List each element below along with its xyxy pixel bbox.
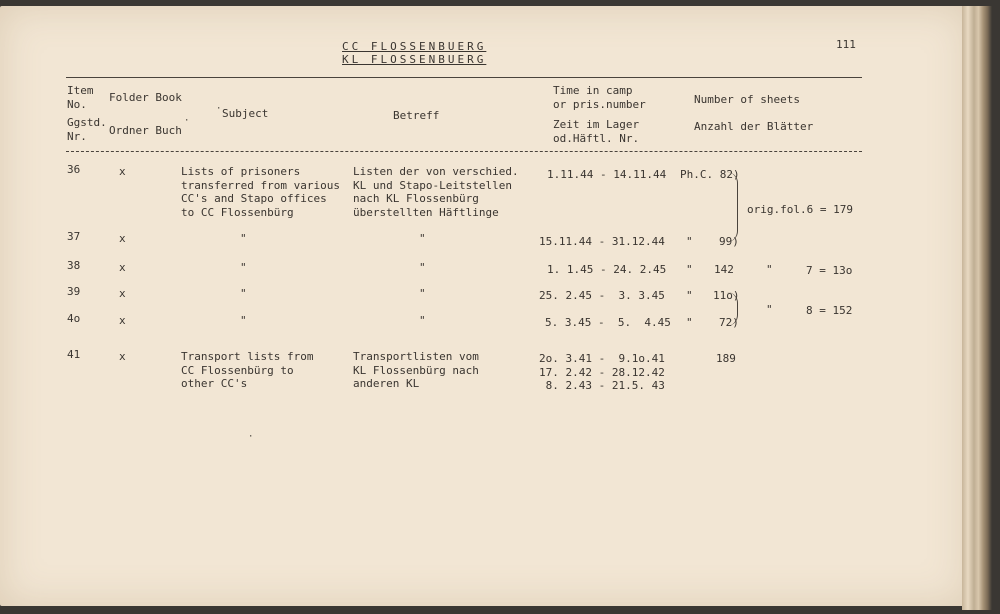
paper-mark: · [248, 432, 254, 442]
col-betreff: Betreff [393, 109, 440, 122]
col-sheets-de: Anzahl der Blätter [694, 120, 814, 133]
row-38-time: 1. 1.45 - 24. 2.45 [547, 263, 667, 276]
row-36-sheets: Ph.C. 82) [680, 168, 740, 181]
col-folder-book: Folder Book [109, 91, 182, 104]
row-39-betreff-ditto: " [419, 287, 426, 300]
header-top-rule [66, 77, 862, 78]
row-36-time: 1.11.44 - 14.11.44 [547, 168, 667, 181]
row-38-subject-ditto: " [240, 261, 247, 274]
col-subject: Subject [222, 107, 269, 120]
orig-fol-note: orig.fol.6 = 179 [747, 203, 853, 216]
row-38-folder: x [119, 261, 126, 274]
row-36-betreff: Listen der von verschied. KL und Stapo-Leitstellen nach KL Flossenbürg überstellten Häftlinge [353, 165, 519, 219]
col-sheets-en: Number of sheets [694, 93, 800, 106]
row-37-sheets: 99) [719, 235, 739, 248]
row-40-sheets-ditto: " [686, 316, 693, 329]
title-line-2: KL FLOSSENBUERG [342, 53, 487, 66]
col-item-en: Item No. [67, 84, 94, 111]
group2-note: 8 = 152 [806, 304, 853, 317]
row-41-sheets: 189 [716, 352, 736, 365]
row-37-betreff-ditto: " [419, 232, 426, 245]
col-item-de: Ggstd. Nr. [67, 116, 107, 143]
group2-ditto: " [766, 303, 773, 316]
row-36-subject: Lists of prisoners transferred from various CC's and Stapo offices to CC Flossenbürg [181, 165, 340, 219]
row-40-subject-ditto: " [240, 314, 247, 327]
row-37-time: 15.11.44 - 31.12.44 [539, 235, 665, 248]
page-number: 111 [836, 38, 856, 51]
book-binding [962, 6, 992, 610]
col-ordner-buch: Ordner Buch [109, 124, 182, 137]
row-39-item: 39 [67, 285, 81, 298]
header-bottom-rule [66, 151, 862, 152]
row-40-time: 5. 3.45 - 5. 4.45 [545, 316, 671, 329]
title-line-1: CC FLOSSENBUERG [342, 40, 487, 53]
row-38-sheets-ditto: " [686, 263, 693, 276]
row-41-item: 41 [67, 348, 81, 361]
row-37-subject-ditto: " [240, 232, 247, 245]
row-36-folder: x [119, 165, 126, 178]
row-38-sheets: 142 [714, 263, 734, 276]
col-time-en: Time in camp or pris.number [553, 84, 646, 111]
row-41-folder: x [119, 350, 126, 363]
paper-mark: · [216, 104, 222, 114]
row-41-subject: Transport lists from CC Flossenbürg to other CC's [181, 350, 314, 390]
row-41-time: 2o. 3.41 - 9.1o.41 17. 2.42 - 28.12.42 8. 2.43 - 21.5. 43 [539, 352, 665, 392]
row-40-folder: x [119, 314, 126, 327]
row-39-sheets: 11o) [713, 289, 740, 302]
row-41-betreff: Transportlisten vom KL Flossenbürg nach anderen KL [353, 350, 479, 390]
row-38-item: 38 [67, 259, 81, 272]
row-40-betreff-ditto: " [419, 314, 426, 327]
row-37-folder: x [119, 232, 126, 245]
row-38-note: 7 = 13o [806, 264, 853, 277]
brace-group-1 [727, 172, 738, 242]
col-time-de: Zeit im Lager od.Häftl. Nr. [553, 118, 640, 145]
row-40-item: 4o [67, 312, 81, 325]
row-40-sheets: 72) [719, 316, 739, 329]
row-36-item: 36 [67, 163, 81, 176]
row-38-betreff-ditto: " [419, 261, 426, 274]
row-39-folder: x [119, 287, 126, 300]
row-38-note-ditto: " [766, 263, 773, 276]
paper-mark: · [184, 116, 190, 126]
row-39-subject-ditto: " [240, 287, 247, 300]
row-37-sheets-ditto: " [686, 235, 693, 248]
row-39-sheets-ditto: " [686, 289, 693, 302]
row-37-item: 37 [67, 230, 81, 243]
row-39-time: 25. 2.45 - 3. 3.45 [539, 289, 665, 302]
